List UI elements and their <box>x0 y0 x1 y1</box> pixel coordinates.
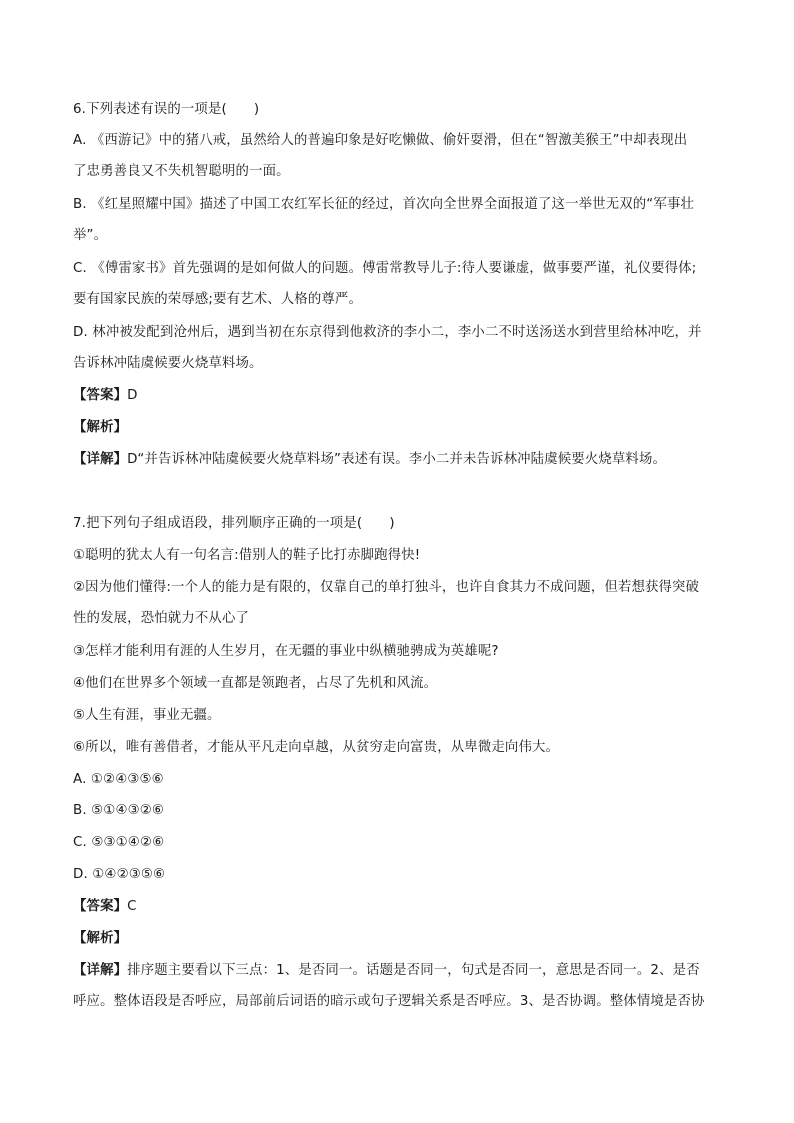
question-7-detail-line1 <box>73 961 700 981</box>
question-7-stem: 7.把下列句子组成语段，排列顺序正确的一项是( ) <box>73 516 395 531</box>
question-6-answer <box>73 386 138 406</box>
detail-text: 排序题主要看以下三点：1、是否同一。话题是否同一，句式是否同一，意思是否同一。2、是否 <box>127 963 700 978</box>
question-7-option-c: C. ⑤③①④②⑥ <box>73 835 165 850</box>
question-6-option-c-line1: C. 《傅雷家书》首先强调的是如何做人的问题。傅雷常教导儿子:待人要谦虚，做事要严谨，礼仪要得体; <box>73 261 697 276</box>
question-6-option-a-line2: 了忠勇善良又不失机智聪明的一面。 <box>73 164 290 179</box>
detail-tag: 【详解】 <box>73 963 128 978</box>
sentence-2-line1: ②因为他们懂得:一个人的能力是有限的，仅靠自己的单打独斗，也许自食其力不成问题，但若想获得突破 <box>73 580 700 595</box>
analysis-tag: 【解析】 <box>73 420 128 435</box>
answer-tag: 【答案】 <box>73 388 128 403</box>
sentence-1: ①聪明的犹太人有一句名言:借别人的鞋子比打赤脚跑得快! <box>73 548 421 563</box>
question-6-detail <box>73 450 666 470</box>
question-7-option-b: B. ⑤①④③②⑥ <box>73 803 165 818</box>
answer-value: C <box>127 899 137 914</box>
answer-tag: 【答案】 <box>73 899 128 914</box>
answer-value: D <box>127 388 138 403</box>
question-7-analysis <box>73 929 127 949</box>
sentence-6: ⑥所以，唯有善借者，才能从平凡走向卓越，从贫穷走向富贵，从卑微走向伟大。 <box>73 740 560 755</box>
detail-text: D“并告诉林冲陆虞候要火烧草料场”表述有误。李小二并未告诉林冲陆虞候要火烧草料场。 <box>127 452 667 467</box>
question-7-option-a: A. ①②④③⑤⑥ <box>73 772 164 787</box>
detail-tag: 【详解】 <box>73 452 128 467</box>
question-6-stem: 6.下列表述有误的一项是( ) <box>73 102 260 117</box>
question-6-option-b-line2: 举”。 <box>73 228 108 243</box>
question-7-answer <box>73 897 137 917</box>
question-6-option-c-line2: 要有国家民族的荣辱感;要有艺术、人格的尊严。 <box>73 292 363 307</box>
question-6-option-d-line2: 告诉林冲陆虞候要火烧草料场。 <box>73 356 263 371</box>
question-7-detail-line2: 呼应。整体语段是否呼应，局部前后词语的暗示或句子逻辑关系是否呼应。3、是否协调。整体情境是否协 <box>73 994 705 1009</box>
sentence-2-line2: 性的发展，恐怕就力不从心了 <box>73 611 250 626</box>
question-6-option-d-line1: D. 林冲被发配到沧州后，遇到当初在东京得到他救济的李小二，李小二不时送汤送水到营里给林冲吃，并 <box>73 325 702 340</box>
question-6-option-a-line1: A. 《西游记》中的猪八戒，虽然给人的普遍印象是好吃懒做、偷奸耍滑，但在“智激美猴王”中却表现出 <box>73 133 688 148</box>
sentence-3: ③怎样才能利用有涯的人生岁月，在无疆的事业中纵横驰骋成为英雄呢? <box>73 644 499 659</box>
analysis-tag: 【解析】 <box>73 931 128 946</box>
sentence-4: ④他们在世界多个领域一直都是领跑者，占尽了先机和风流。 <box>73 676 438 691</box>
sentence-5: ⑤人生有涯，事业无疆。 <box>73 708 221 723</box>
question-7-option-d: D. ①④②③⑤⑥ <box>73 867 166 882</box>
question-6-analysis <box>73 418 127 438</box>
question-6-option-b-line1: B. 《红星照耀中国》描述了中国工农红军长征的经过，首次向全世界全面报道了这一举世无双的“军事壮 <box>73 197 695 212</box>
